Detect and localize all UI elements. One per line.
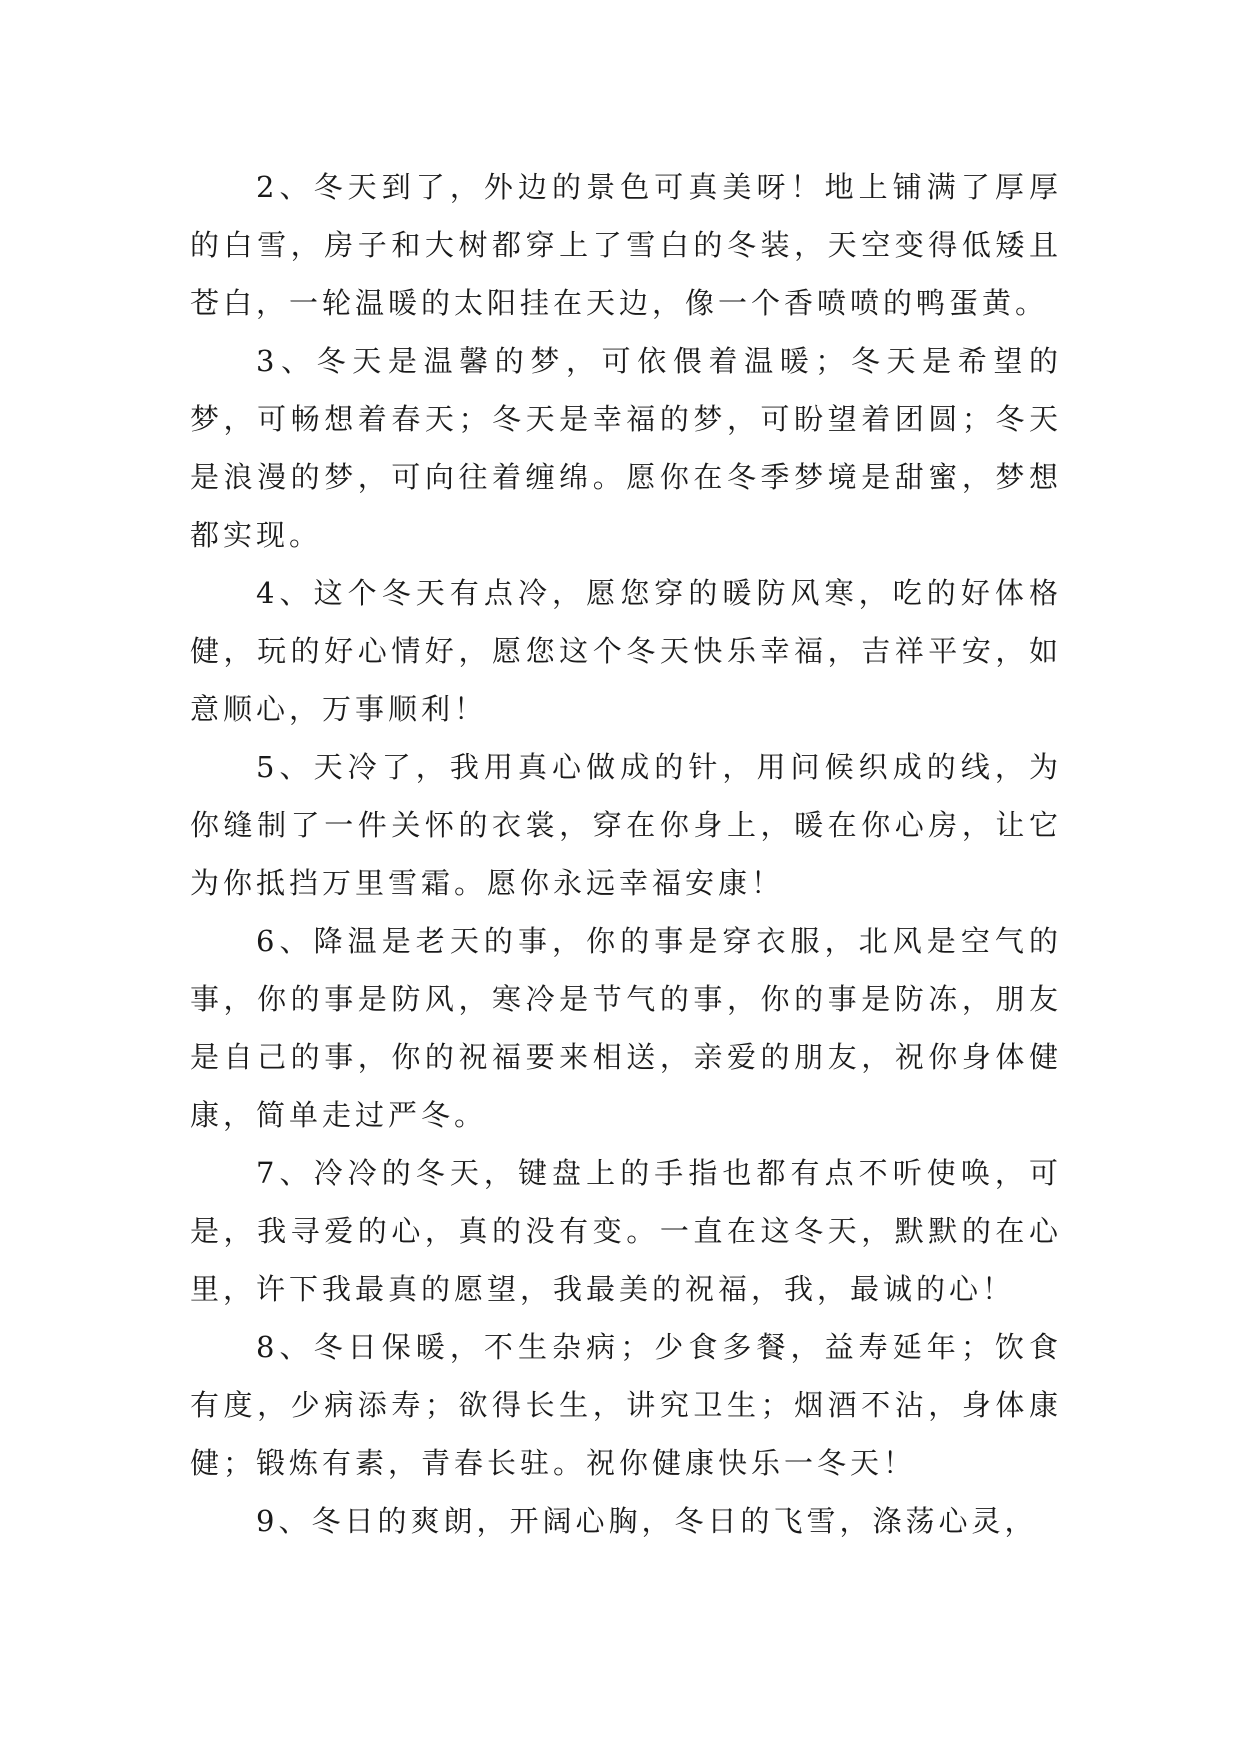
paragraph-9: 9、冬日的爽朗，开阔心胸，冬日的飞雪，涤荡心灵， [256,1504,1038,1538]
paragraph-5: 5、天冷了，我用真心做成的针，用问候织成的线，为你缝制了一件关怀的衣裳，穿在你身上，暖在你心房，让它为你抵挡万里雪霜。愿你永远幸福安康！ [190,750,1062,900]
paragraph-4: 4、这个冬天有点冷，愿您穿的暖防风寒，吃的好体格健，玩的好心情好，愿您这个冬天快乐幸福，吉祥平安，如意顺心，万事顺利！ [190,576,1062,726]
paragraph-2: 2、冬天到了，外边的景色可真美呀！地上铺满了厚厚的白雪，房子和大树都穿上了雪白的冬装，天空变得低矮且苍白，一轮温暖的太阳挂在天边，像一个香喷喷的鸭蛋黄。 [190,170,1062,320]
document-body [190,158,1062,1550]
paragraph-8: 8、冬日保暖，不生杂病；少食多餐，益寿延年；饮食有度，少病添寿；欲得长生，讲究卫生；烟酒不沾，身体康健；锻炼有素，青春长驻。祝你健康快乐一冬天！ [190,1330,1062,1480]
paragraph-7: 7、冷冷的冬天，键盘上的手指也都有点不听使唤，可是，我寻爱的心，真的没有变。一直在这冬天，默默的在心里，许下我最真的愿望，我最美的祝福，我，最诚的心！ [190,1156,1062,1306]
paragraph-6: 6、降温是老天的事，你的事是穿衣服，北风是空气的事，你的事是防风，寒冷是节气的事，你的事是防冻，朋友是自己的事，你的祝福要来相送，亲爱的朋友，祝你身体健康，简单走过严冬。 [190,924,1062,1132]
paragraph-3: 3、冬天是温馨的梦，可依偎着温暖；冬天是希望的梦，可畅想着春天；冬天是幸福的梦，可盼望着团圆；冬天是浪漫的梦，可向往着缠绵。愿你在冬季梦境是甜蜜，梦想都实现。 [190,344,1062,552]
